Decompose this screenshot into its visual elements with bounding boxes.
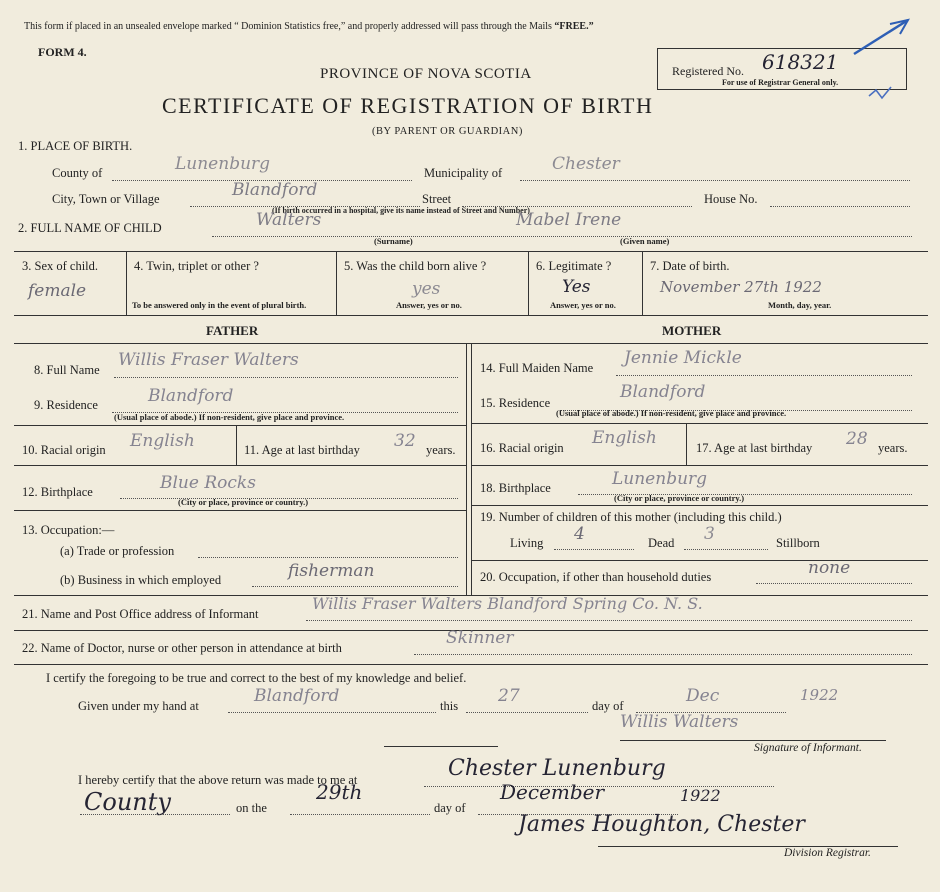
alive-label: 5. Was the child born alive ? — [344, 259, 487, 273]
doctor-label: 22. Name of Doctor, nurse or other person in attendance at birth — [22, 641, 342, 655]
father-name-line — [114, 377, 458, 378]
child-name-line — [212, 236, 912, 237]
living-value: 4 — [574, 524, 585, 544]
doctor-line — [414, 654, 912, 655]
mother-birthplace-label: 18. Birthplace — [480, 481, 551, 495]
county-label: County of — [52, 166, 103, 180]
children-label: 19. Number of children of this mother (including this child.) — [480, 510, 782, 524]
city-label: City, Town or Village — [52, 192, 160, 206]
legit-note: Answer, yes or no. — [550, 300, 616, 310]
mail-notice-free: “FREE.” — [554, 21, 594, 32]
legit-label: 6. Legitimate ? — [536, 259, 612, 273]
registrar-day: 29th — [316, 780, 363, 804]
father-res-note: (Usual place of abode.) If non-resident, give place and province. — [114, 412, 345, 422]
section22-bottom-rule — [14, 664, 928, 665]
given-place-line — [228, 712, 436, 713]
given-name-caption: (Given name) — [620, 236, 670, 246]
registrar-month: December — [500, 780, 605, 804]
mother-age-rule — [471, 465, 928, 466]
given-day: 27 — [498, 686, 520, 706]
county-value: Lunenburg — [175, 154, 271, 174]
mail-notice — [24, 21, 594, 32]
city-value: Blandford — [232, 180, 318, 200]
informant-line — [306, 620, 912, 621]
certify-text: I certify the foregoing to be true and correct to the best of my knowledge and belief. — [46, 671, 467, 685]
given-month: Dec — [686, 686, 720, 706]
municipality-line — [520, 180, 910, 181]
mother-birthplace: Lunenburg — [612, 469, 708, 489]
mother-name-line — [616, 375, 912, 376]
registrar-county: County — [84, 788, 171, 816]
registered-label: Registered No. — [672, 64, 744, 78]
father-birthplace-label: 12. Birthplace — [22, 485, 93, 499]
trade-line — [198, 557, 458, 558]
given-day-line — [466, 712, 588, 713]
municipality-label: Municipality of — [424, 166, 503, 180]
father-age: 32 — [394, 431, 416, 451]
father-age-divider — [236, 425, 237, 465]
municipality-value: Chester — [552, 154, 620, 174]
father-racial: English — [130, 431, 195, 451]
mother-age-divider — [686, 423, 687, 465]
informant-signature-label: Signature of Informant. — [754, 742, 862, 754]
certificate-subtitle: (BY PARENT OR GUARDIAN) — [372, 126, 523, 137]
father-heading: FATHER — [206, 323, 259, 338]
father-years: years. — [426, 443, 456, 457]
registrar-title: Division Registrar. — [784, 847, 871, 859]
child-given-name: Mabel Irene — [516, 210, 622, 230]
given-day-of-label: day of — [592, 699, 624, 713]
mother-name-label: 14. Full Maiden Name — [480, 361, 594, 375]
father-birthplace: Blue Rocks — [160, 473, 256, 493]
certificate-title: CERTIFICATE OF REGISTRATION OF BIRTH — [162, 93, 654, 118]
sex-value: female — [28, 281, 87, 301]
parents-center-divider — [471, 343, 472, 595]
this-label: this — [440, 699, 459, 713]
date-label: 7. Date of birth. — [650, 259, 730, 273]
blue-tick-mark — [866, 84, 894, 104]
separator-rule — [384, 746, 498, 747]
form-number: FORM 4. — [38, 45, 87, 59]
mother-occ-label: 20. Occupation, if other than household duties — [480, 570, 712, 584]
father-age-rule — [14, 465, 466, 466]
father-res-rule — [14, 425, 466, 426]
mother-res-rule — [471, 423, 928, 424]
informant-label: 21. Name and Post Office address of Informant — [22, 607, 259, 621]
father-bp-note: (City or place, province or country.) — [178, 497, 309, 507]
surname-caption: (Surname) — [374, 236, 413, 246]
mother-name: Jennie Mickle — [624, 348, 742, 368]
registered-number: 618321 — [762, 50, 839, 74]
mother-bp-rule — [471, 505, 928, 506]
house-label: House No. — [704, 192, 758, 206]
row3-divider — [642, 251, 643, 315]
business-label: (b) Business in which employed — [60, 573, 222, 587]
registrar-day-line — [290, 814, 430, 815]
alive-note: Answer, yes or no. — [396, 300, 462, 310]
date-note: Month, day, year. — [768, 300, 832, 310]
mother-res-label: 15. Residence — [480, 396, 551, 410]
dead-line — [684, 549, 768, 550]
business-value: fisherman — [288, 561, 375, 581]
province-heading: PROVINCE OF NOVA SCOTIA — [320, 66, 532, 82]
row3-divider — [336, 251, 337, 315]
mother-heading: MOTHER — [662, 323, 722, 338]
mother-bp-note: (City or place, province or country.) — [614, 493, 745, 503]
mother-age-label: 17. Age at last birthday — [696, 441, 813, 455]
registrar-signature: James Houghton, Chester — [518, 812, 805, 837]
registrar-day-of-label: day of — [434, 801, 466, 815]
living-label: Living — [510, 536, 544, 550]
given-year: 1922 — [800, 686, 839, 704]
mail-notice-text: This form if placed in an unsealed envelope marked “ Dominion Statistics free,” and properly addressed will pass through the Mails — [24, 21, 552, 32]
father-racial-label: 10. Racial origin — [22, 443, 106, 457]
doctor-value: Skinner — [446, 628, 514, 648]
father-age-label: 11. Age at last birthday — [244, 443, 360, 457]
informant-signature: Willis Walters — [620, 712, 739, 732]
informant-value: Willis Fraser Walters Blandford Spring Co. N. S. — [312, 594, 703, 613]
father-name: Willis Fraser Walters — [118, 350, 299, 370]
sex-label: 3. Sex of child. — [22, 259, 99, 273]
father-residence: Blandford — [148, 386, 234, 406]
mother-res-note: (Usual place of abode.) If non-resident, give place and province. — [556, 408, 787, 418]
mother-age: 28 — [846, 429, 868, 449]
given-under-label: Given under my hand at — [78, 699, 199, 713]
date-value: November 27th 1922 — [660, 278, 822, 296]
row3-bottom-rule — [14, 315, 928, 316]
mother-residence: Blandford — [620, 382, 706, 402]
children-rule — [471, 560, 928, 561]
living-line — [554, 549, 634, 550]
row3-divider — [528, 251, 529, 315]
given-place: Blandford — [254, 686, 340, 706]
occupation-label: 13. Occupation:— — [22, 523, 115, 537]
row3-top-rule — [14, 251, 928, 252]
blue-check-mark — [850, 14, 912, 58]
registrar-note: For use of Registrar General only. — [722, 78, 839, 87]
street-label: Street — [422, 192, 452, 206]
twin-note: To be answered only in the event of plural birth. — [132, 300, 307, 310]
registrar-text: I hereby certify that the above return was made to me at — [78, 773, 358, 787]
registrar-on-label: on the — [236, 801, 267, 815]
dead-value: 3 — [704, 524, 715, 544]
mother-racial: English — [592, 428, 657, 448]
mother-years: years. — [878, 441, 908, 455]
registrar-place: Chester Lunenburg — [448, 756, 666, 781]
row3-divider — [126, 251, 127, 315]
dead-label: Dead — [648, 536, 675, 550]
mother-occ-line — [756, 583, 912, 584]
father-name-label: 8. Full Name — [34, 363, 100, 377]
house-line — [770, 206, 910, 207]
informant-signature-line — [620, 740, 886, 741]
alive-value: yes — [412, 279, 441, 299]
business-line — [252, 586, 458, 587]
father-bp-rule — [14, 510, 466, 511]
stillborn-label: Stillborn — [776, 536, 820, 550]
legit-value: Yes — [562, 277, 591, 297]
trade-label: (a) Trade or profession — [60, 544, 175, 558]
mother-occ-value: none — [808, 558, 851, 578]
registrar-county-line — [80, 814, 230, 815]
registrar-year: 1922 — [680, 786, 721, 805]
parents-center-divider — [466, 343, 467, 595]
child-surname: Walters — [256, 210, 322, 230]
street-note: (If birth occurred in a hospital, give its name instead of Street and Number) — [272, 206, 530, 215]
twin-label: 4. Twin, triplet or other ? — [134, 259, 259, 273]
mother-racial-label: 16. Racial origin — [480, 441, 564, 455]
father-res-label: 9. Residence — [34, 398, 98, 412]
place-of-birth-heading: 1. PLACE OF BIRTH. — [18, 139, 133, 153]
child-name-label: 2. FULL NAME OF CHILD — [18, 221, 162, 235]
